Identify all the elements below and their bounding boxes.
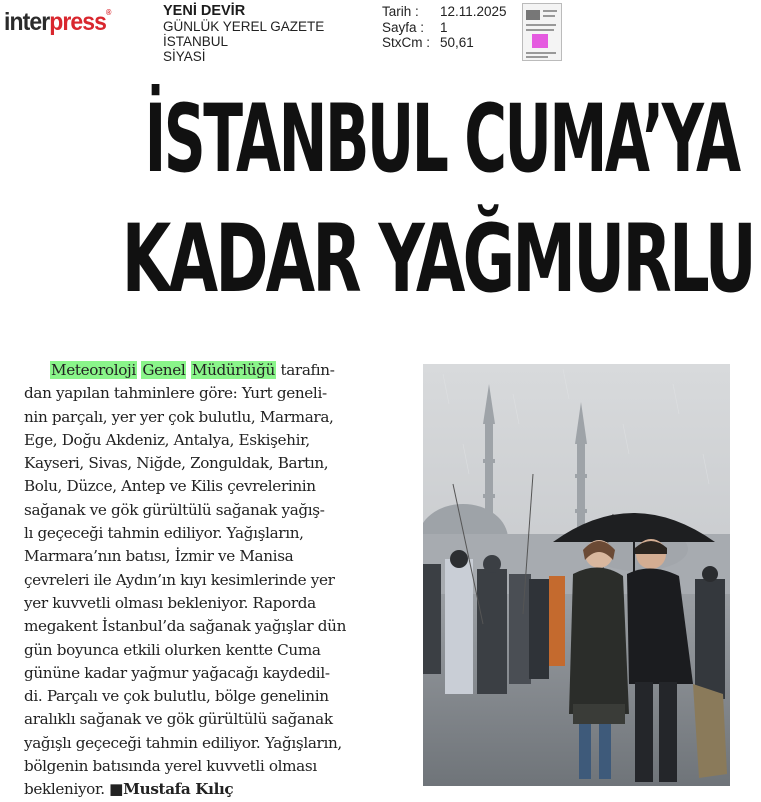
meta-page-row	[382, 20, 507, 36]
thumbnail-text-line	[543, 15, 555, 17]
thumbnail-text-line	[526, 24, 556, 26]
article-line: di. Parçalı ve çok bulutlu, bölge genelinin	[24, 687, 329, 706]
thumbnail-image-block	[526, 10, 540, 20]
highlighted-term: Meteoroloji	[51, 361, 136, 379]
article-line: çevreleri ile Aydın’ın kıyı kesimlerinde yer	[24, 570, 335, 589]
article-line: Marmara’nın batısı, İzmir ve Manisa	[24, 547, 294, 566]
meta-date-value: 12.11.2025	[440, 4, 507, 19]
highlighted-term: Genel	[142, 361, 186, 379]
article-body	[24, 359, 404, 802]
meta-page-label: Sayfa :	[382, 19, 425, 35]
article-line: Kayseri, Sivas, Niğde, Zonguldak, Bartın,	[24, 454, 329, 473]
byline: Mustafa Kılıç	[123, 780, 234, 799]
article-line	[24, 359, 404, 382]
meta-date-row	[382, 4, 507, 20]
publication-name: YENİ DEVİR	[163, 3, 246, 19]
thumbnail-text-line	[526, 52, 556, 54]
thumbnail-text-line	[526, 29, 554, 31]
logo-registered-mark: ®	[106, 8, 112, 17]
article-line: Bolu, Düzce, Antep ve Kilis çevrelerinin	[24, 477, 316, 496]
publication-type: GÜNLÜK YEREL GAZETE	[163, 19, 325, 34]
thumbnail-highlight	[532, 34, 548, 48]
clipping-meta	[382, 4, 507, 51]
article-line: gününe kadar yağmur yağacağı kaydedil-	[24, 663, 330, 682]
meta-stxcm-label: StxCm :	[382, 35, 431, 50]
logo-text-main: inter	[4, 8, 50, 36]
meta-stxcm-row	[382, 35, 507, 51]
article-line: yer kuvvetli olması bekleniyor. Raporda	[24, 593, 316, 612]
article-line: nin parçalı, yer yer çok bulutlu, Marmara,	[24, 407, 334, 426]
interpress-logo	[4, 8, 111, 37]
article-line: Ege, Doğu Akdeniz, Antalya, Eskişehir,	[24, 430, 310, 449]
meta-stxcm-value: 50,61	[440, 35, 474, 50]
news-photo	[423, 364, 730, 786]
article-line: lı geçeceği tahmin ediliyor. Yağışların,	[24, 524, 304, 543]
meta-date-label: Tarih :	[382, 4, 419, 19]
article-line: dan yapılan tahminlere göre: Yurt geneli-	[24, 384, 327, 403]
publication-city: İSTANBUL	[163, 34, 229, 49]
byline-square-icon: ■	[109, 780, 124, 799]
logo-text-accent: press	[49, 8, 107, 36]
page-thumbnail	[522, 3, 562, 61]
article-line: bölgenin batısında yerel kuvvetli olması	[24, 757, 317, 776]
article-line-text: bekleniyor.	[24, 780, 110, 799]
publication-info	[163, 4, 324, 64]
publication-section: SİYASİ	[163, 49, 206, 64]
thumbnail-text-line	[526, 56, 548, 58]
article-line: megakent İstanbul’da sağanak yağışlar dün	[24, 617, 347, 636]
article-line: gün boyunca etkili olurken kentte Cuma	[24, 640, 321, 659]
headline-line-2: KADAR YAĞMURLU	[121, 205, 754, 314]
headline	[0, 80, 761, 320]
thumbnail-text-line	[543, 10, 557, 12]
article-line: yağışlı geçeceği tahmin ediliyor. Yağışların,	[24, 733, 342, 752]
meta-page-value: 1	[440, 19, 448, 35]
highlighted-term: Müdürlüğü	[191, 361, 275, 379]
headline-line-1: İSTANBUL CUMA’YA	[144, 85, 739, 194]
article-line: aralıklı sağanak ve gök gürültülü sağanak	[24, 710, 333, 729]
article-last-line	[24, 778, 404, 801]
article-line: sağanak ve gök gürültülü sağanak yağış-	[24, 500, 325, 519]
article-line-text: tarafın-	[275, 361, 335, 379]
